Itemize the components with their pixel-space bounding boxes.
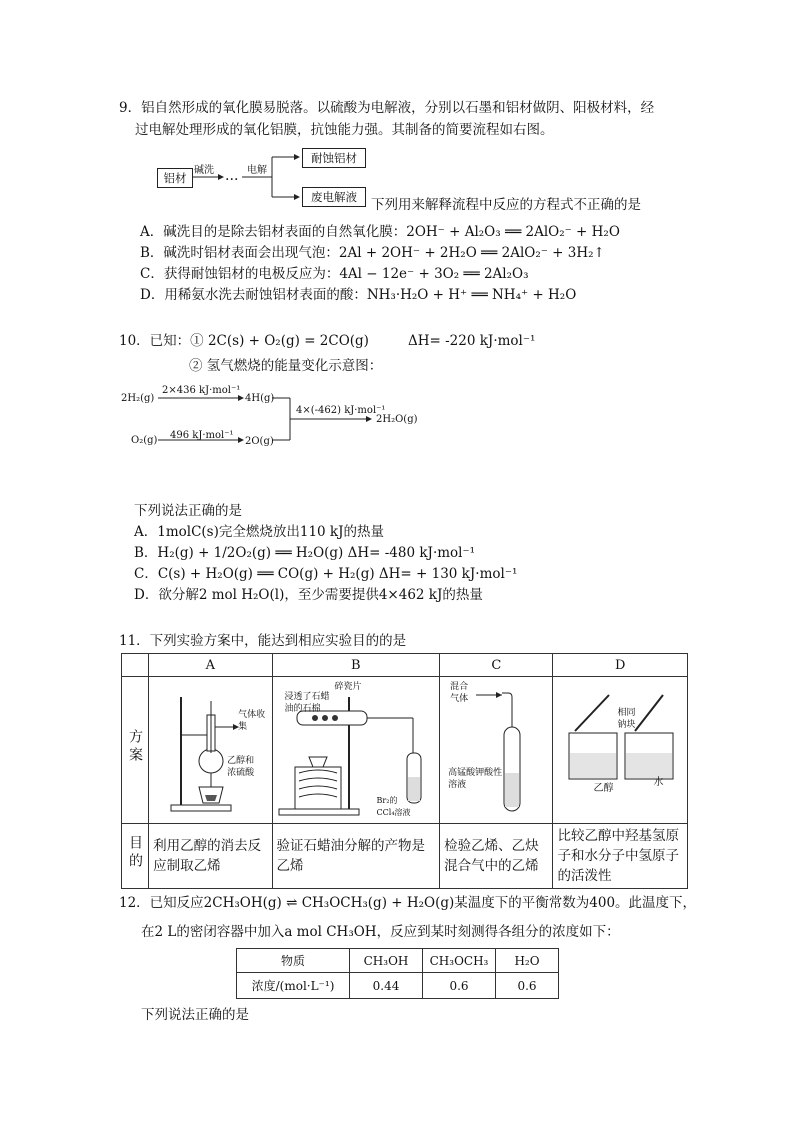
apparatus-d	[553, 677, 688, 824]
apparatus-d-drawing	[553, 677, 686, 823]
conc-row-label: 浓度/(mol·L⁻¹)	[237, 973, 350, 999]
c-kmno4-label: 高锰酸钾酸性溶液	[448, 768, 503, 790]
diag-4h: 4H(g)	[245, 393, 275, 404]
purpose-c: 检验乙烯、乙炔混合气中的乙烯	[440, 824, 553, 889]
apparatus-a-drawing	[149, 677, 271, 823]
q9-option-d: D．用稀氨水洗去耐蚀铝材表面的酸：NH₃·H₂O + H⁺ ══ NH₄⁺ + H₂O	[140, 287, 577, 303]
flow-out2-box: 废电解液	[302, 187, 366, 207]
conc-head-h2o: H₂O	[496, 949, 559, 973]
col-d-head: D	[553, 654, 688, 677]
purpose-b: 验证石蜡油分解的产物是乙烯	[272, 824, 440, 889]
b-br-label: Br₂的CCl₄溶液	[376, 796, 411, 817]
diag-bond: 4×(-462) kJ·mol⁻¹	[296, 405, 386, 416]
q12-question: 下列说法正确的是	[141, 1007, 249, 1023]
table-corner	[122, 654, 149, 677]
a-gas-label: 气体收集	[238, 710, 266, 732]
apparatus-c	[440, 677, 553, 824]
diag-o2-energy: 496 kJ·mol⁻¹	[170, 430, 234, 441]
flow-step2: 电解	[247, 165, 267, 176]
d-water-label: 水	[653, 777, 664, 788]
q10-question: 下列说法正确的是	[134, 503, 242, 519]
purpose-a: 利用乙醇的消去反应制取乙烯	[149, 824, 272, 889]
q10-option-b: B．H₂(g) + 1/2O₂(g) ══ H₂O(g) ΔH= -480 kJ·mol⁻¹	[134, 545, 476, 561]
a-mix-label: 乙醇和浓硫酸	[227, 756, 255, 778]
q12-stem-line2: 在2 L的密闭容器中加入a mol CH₃OH，反应到某时刻测得各组分的浓度如下：	[141, 924, 620, 940]
q9-stem-line2: 过电解处理形成的氧化铝膜，抗蚀能力强。其制备的简要流程如右图。	[135, 122, 554, 138]
concentration-table	[236, 948, 559, 999]
c-gas-label: 混合气体	[450, 682, 469, 704]
q10-option-c: C．C(s) + H₂O(g) ══ CO(g) + H₂(g) ΔH= + 130 kJ·mol⁻¹	[134, 566, 518, 582]
conc-value-ch3oh: 0.44	[350, 973, 423, 999]
q9-option-a: A．碱洗目的是除去铝材表面的自然氧化膜：2OH⁻ + Al₂O₃ ══ 2AlO₂⁻ + H₂O	[140, 224, 620, 240]
b-wax-label: 浸透了石蜡油的石棉	[284, 692, 330, 714]
experiment-table	[121, 653, 688, 889]
conc-value-ch3och3: 0.6	[423, 973, 496, 999]
diag-h2: 2H₂(g)	[121, 393, 155, 404]
col-b-head: B	[272, 654, 440, 677]
apparatus-a	[149, 677, 272, 824]
q9-stem-line1: 9．铝自然形成的氧化膜易脱落。以硫酸为电解液，分别以石墨和铝材做阴、阳极材料，经	[119, 100, 655, 116]
q11-stem: 11．下列实验方案中，能达到相应实验目的的是	[119, 633, 407, 649]
q9-option-c: C．获得耐蚀铝材的电极反应为：4Al − 12e⁻ + 3O₂ ══ 2Al₂O₃	[140, 266, 529, 282]
q10-known-dh: ΔH= -220 kJ·mol⁻¹	[408, 333, 536, 349]
q10-option-d: D．欲分解2 mol H₂O(l)，至少需要提供4×462 kJ的热量	[134, 587, 483, 603]
q9-question: 下列用来解释流程中反应的方程式不正确的是	[371, 197, 641, 213]
q9-option-b: B．碱洗时铝材表面会出现气泡：2Al + 2OH⁻ + 2H₂O ══ 2AlO₂⁻ + 3H₂↑	[140, 245, 605, 261]
d-na-label: 相同钠块	[617, 708, 636, 730]
d-ethanol-label: 乙醇	[593, 783, 614, 794]
diag-o2: O₂(g)	[131, 435, 158, 446]
purpose-d: 比较乙醇中羟基氢原子和水分子中氢原子的活泼性	[553, 824, 688, 889]
col-c-head: C	[440, 654, 553, 677]
diag-2o: 2O(g)	[245, 436, 274, 447]
q10-option-a: A．1molC(s)完全燃烧放出110 kJ的热量	[134, 524, 385, 540]
apparatus-b	[272, 677, 440, 824]
b-chip-label: 碎瓷片	[334, 682, 362, 692]
conc-value-h2o: 0.6	[496, 973, 559, 999]
diag-product: 2H₂O(g)	[376, 414, 418, 425]
q12-stem-line1: 12．已知反应2CH₃OH(g) ⇌ CH₃OCH₃(g) + H₂O(g)某温度下的平衡常数为400。此温度下，	[119, 895, 697, 911]
q10-known: 10．已知：① 2C(s) + O₂(g) = 2CO(g)	[119, 333, 369, 349]
conc-head-ch3och3: CH₃OCH₃	[423, 949, 496, 973]
diag-h2-energy: 2×436 kJ·mol⁻¹	[162, 385, 241, 396]
q10-item2: ② 氢气燃烧的能量变化示意图：	[189, 358, 383, 374]
flow-aluminum-box: 铝材	[157, 168, 193, 188]
conc-head-substance: 物质	[237, 949, 350, 973]
conc-head-ch3oh: CH₃OH	[350, 949, 423, 973]
row-purpose-label: 目的	[122, 824, 149, 889]
flow-dots: …	[225, 168, 239, 184]
flow-step1: 碱洗	[194, 165, 214, 176]
flow-out1-box: 耐蚀铝材	[302, 148, 366, 168]
row-plan-label: 方案	[122, 677, 149, 824]
col-a-head: A	[149, 654, 272, 677]
